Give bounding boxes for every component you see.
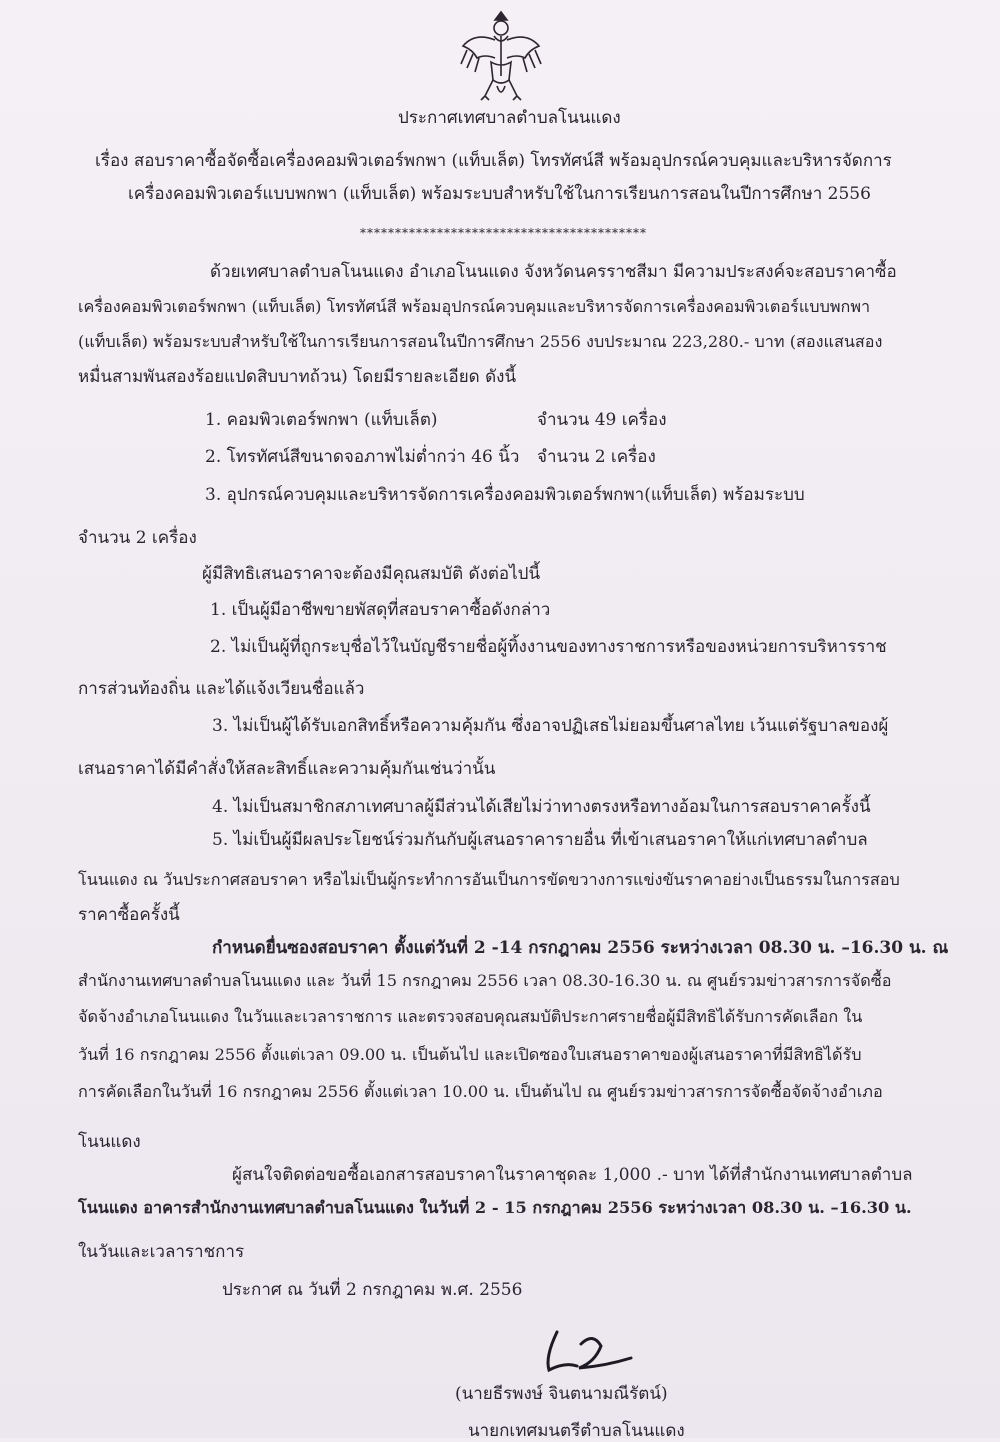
qualification-heading: ผู้มีสิทธิเสนอราคาจะต้องมีคุณสมบัติ ดังต่อไปนี้ [202, 564, 541, 584]
subject-line-1: เรื่อง สอบราคาซื้อจัดซื้อเครื่องคอมพิวเตอร์พกพา (แท็บเล็ต) โทรทัศน์สี พร้อมอุปกรณ์ควบคุมและบริหารจัดการ [95, 151, 892, 171]
qualification-1: 1. เป็นผู้มีอาชีพขายพัสดุที่สอบราคาซื้อดังกล่าว [210, 600, 551, 620]
qualification-3a: 3. ไม่เป็นผู้ได้รับเอกสิทธิ์หรือความคุ้มกัน ซึ่งอาจปฏิเสธไม่ยอมขึ้นศาลไทย เว้นแต่รัฐบาลของผู้ [212, 716, 889, 736]
item-1-qty: จำนวน 49 เครื่อง [537, 410, 667, 430]
header-divider: ***************************************** [360, 226, 647, 240]
qualification-5c: ราคาซื้อครั้งนี้ [78, 905, 180, 925]
qualification-5a: 5. ไม่เป็นผู้มีผลประโยชน์ร่วมกันกับผู้เสนอราคารายอื่น ที่เข้าเสนอราคาให้แก่เทศบาลตำบล [212, 830, 868, 850]
subject-line-2: เครื่องคอมพิวเตอร์แบบพกพา (แท็บเล็ต) พร้อมระบบสำหรับใช้ในการเรียนการสอนในปีการศึกษา 2556 [128, 184, 871, 204]
schedule-line-6: โนนแดง [78, 1132, 141, 1152]
qualification-4: 4. ไม่เป็นสมาชิกสภาเทศบาลผู้มีส่วนได้เสียไม่ว่าทางตรงหรือทางอ้อมในการสอบราคาครั้งนี้ [212, 797, 871, 817]
intro-line-2: เครื่องคอมพิวเตอร์พกพา (แท็บเล็ต) โทรทัศน์สี พร้อมอุปกรณ์ควบคุมและบริหารจัดการเครื่องคอมพิวเตอร์แบบพกพา [78, 297, 871, 316]
item-3-continued: จำนวน 2 เครื่อง [78, 528, 197, 548]
item-3-label: 3. อุปกรณ์ควบคุมและบริหารจัดการเครื่องคอมพิวเตอร์พกพา(แท็บเล็ต) พร้อมระบบ [205, 485, 805, 505]
schedule-line-4: วันที่ 16 กรกฎาคม 2556 ตั้งแต่เวลา 09.00 น. เป็นต้นไป และเปิดซองใบเสนอราคาของผู้เสนอราคาที่มีสิทธิได้รับ [78, 1045, 862, 1064]
schedule-line-2: สำนักงานเทศบาลตำบลโนนแดง และ วันที่ 15 กรกฎาคม 2556 เวลา 08.30-16.30 น. ณ ศูนย์รวมข่าวสารการจัดซื้อ [78, 971, 892, 990]
announcement-title: ประกาศเทศบาลตำบลโนนแดง [398, 108, 621, 128]
contact-line-1: ผู้สนใจติดต่อขอซื้อเอกสารสอบราคาในราคาชุดละ 1,000 .- บาท ได้ที่สำนักงานเทศบาลตำบล [232, 1165, 913, 1185]
item-2-label: 2. โทรทัศน์สีขนาดจอภาพไม่ต่ำกว่า 46 นิ้ว [205, 447, 520, 467]
intro-line-3: (แท็บเล็ต) พร้อมระบบสำหรับใช้ในการเรียนการสอนในปีการศึกษา 2556 งบประมาณ 223,280.- บาท (สองแสนสอง [78, 332, 883, 351]
signatory-position: นายกเทศมนตรีตำบลโนนแดง [468, 1421, 685, 1441]
signatory-name: (นายธีรพงษ์ จินตนามณีรัตน์) [455, 1384, 668, 1404]
qualification-3b: เสนอราคาได้มีคำสั่งให้สละสิทธิ์และความคุ้มกันเช่นว่านั้น [78, 759, 496, 779]
qualification-2b: การส่วนท้องถิ่น และได้แจ้งเวียนชื่อแล้ว [78, 679, 365, 699]
announcement-date: ประกาศ ณ วันที่ 2 กรกฎาคม พ.ศ. 2556 [222, 1280, 523, 1300]
schedule-line-1: กำหนดยื่นซองสอบราคา ตั้งแต่วันที่ 2 -14 กรกฎาคม 2556 ระหว่างเวลา 08.30 น. –16.30 น. ณ [212, 938, 949, 958]
item-1-label: 1. คอมพิวเตอร์พกพา (แท็บเล็ต) [205, 410, 438, 430]
schedule-line-5: การคัดเลือกในวันที่ 16 กรกฎาคม 2556 ตั้งแต่เวลา 10.00 น. เป็นต้นไป ณ ศูนย์รวมข่าวสารการจัดซื้อจัดจ้างอำเภอ [78, 1082, 883, 1101]
intro-line-4: หมื่นสามพันสองร้อยแปดสิบบาทถ้วน) โดยมีรายละเอียด ดังนี้ [78, 367, 517, 387]
contact-line-2: โนนแดง อาคารสำนักงานเทศบาลตำบลโนนแดง ในวันที่ 2 - 15 กรกฎาคม 2556 ระหว่างเวลา 08.30 น. –16.30 น. [78, 1198, 912, 1217]
item-2-qty: จำนวน 2 เครื่อง [537, 447, 656, 467]
intro-line-1: ด้วยเทศบาลตำบลโนนแดง อำเภอโนนแดง จังหวัดนครราชสีมา มีความประสงค์จะสอบราคาซื้อ [210, 262, 897, 282]
qualification-5b: โนนแดง ณ วันประกาศสอบราคา หรือไม่เป็นผู้กระทำการอันเป็นการขัดขวางการแข่งขันราคาอย่างเป็นธรรมในการสอบ [78, 870, 900, 889]
contact-line-3: ในวันและเวลาราชการ [78, 1242, 245, 1262]
schedule-line-3: จัดจ้างอำเภอโนนแดง ในวันและเวลาราชการ และตรวจสอบคุณสมบัติประกาศรายชื่อผู้มีสิทธิได้รับการคัดเลือก ใน [78, 1007, 863, 1026]
qualification-2a: 2. ไม่เป็นผู้ที่ถูกระบุชื่อไว้ในบัญชีรายชื่อผู้ทิ้งงานของทางราชการหรือของหน่วยการบริหารราช [210, 637, 887, 657]
handwritten-signature [535, 1322, 655, 1382]
garuda-emblem-icon [455, 6, 547, 102]
